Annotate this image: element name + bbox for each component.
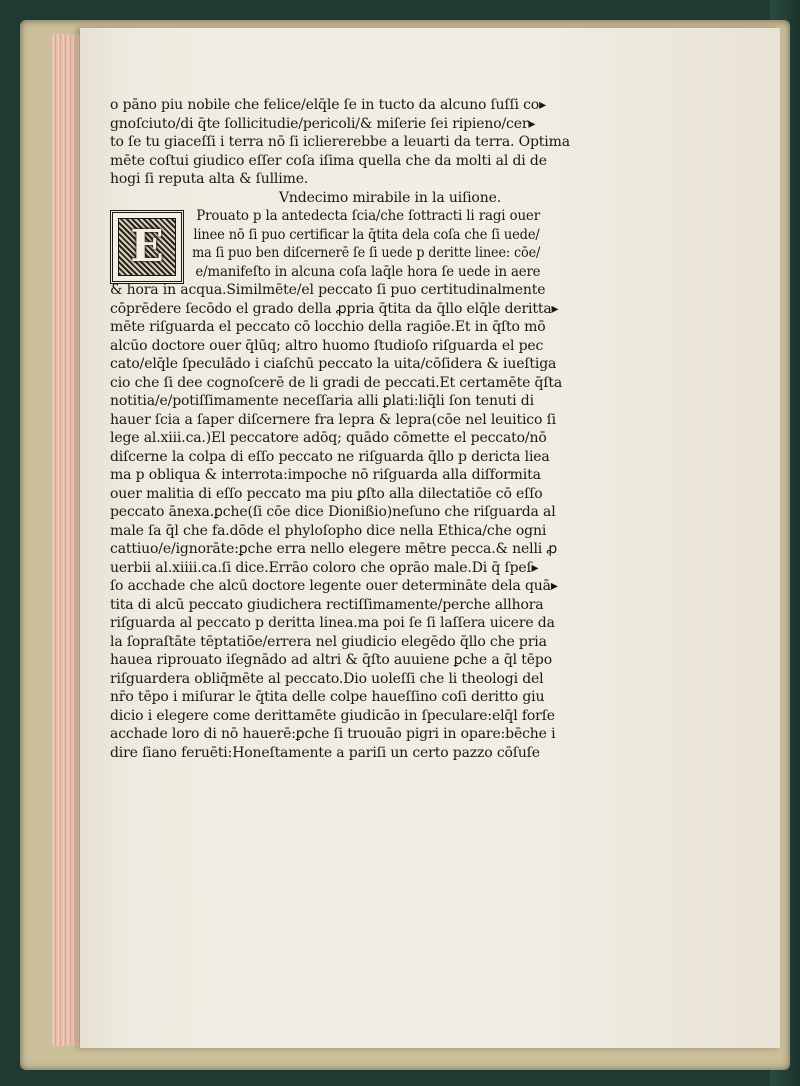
- text-line: hogi ſi reputa alta & ſullime.: [110, 171, 309, 187]
- text-line: acchade loro di nō hauerē:ꝑche ſi truouāo pigri in opare:bēche i: [110, 726, 556, 742]
- text-line: nr̄o tēpo i miſurar le q̄tita delle colpe haueſſino coſi deritto giu: [110, 689, 545, 705]
- text-line: hauer ſcia a ſaper diſcernere fra lepra & lepra(cōe nel leuitico ſi: [110, 411, 556, 428]
- text-line: ſo acchade che alcū doctore legente ouer determināte dela quā▸: [110, 578, 558, 594]
- paragraph-body: [110, 281, 630, 762]
- text-line: riſguardera obliq̄mēte al peccato.Dio uoleſſi che li theologi del: [110, 670, 544, 687]
- text-line: dicio i elegere come derittamēte giudicāo in ſpeculare:elq̄l forſe: [110, 707, 555, 724]
- text-line: o pāno piu nobile che felice/elq̄le ſe in tucto da alcuno ſuſſi co▸: [110, 97, 546, 113]
- text-line: alcūo doctore ouer q̄lūq; altro huomo ſtudioſo riſguarda el pec: [110, 337, 544, 354]
- text-line: lege al.xiii.ca.)El peccatore adōq; quādo cōmette el peccato/nō: [110, 430, 547, 446]
- section-heading: Vndecimo mirabile in la uiſione.: [278, 189, 502, 206]
- paragraph-top: [110, 96, 630, 189]
- text-line: mēte coſtui giudico eſſer coſa iſima quella che da molti al di de: [110, 152, 547, 169]
- text-line: linee nō ſi puo certificar la q̄tita dela coſa che ſi uede/: [193, 226, 540, 243]
- text-line: riſguarda al peccato p deritta linea.ma poi ſe ſi laſſera uicere da: [110, 615, 555, 631]
- initial-paragraph: [110, 207, 630, 281]
- text-line: Prouato p la antedecta ſcia/che ſottracti li ragi ouer: [196, 208, 540, 224]
- text-line: cato/elq̄le ſpeculādo i ciaſchū peccato la uita/cōſidera & iueſtiga: [110, 356, 557, 372]
- text-line: la ſopraſtāte tēptatiōe/errera nel giudicio elegēdo q̄llo che pria: [110, 633, 547, 650]
- text-line: notitia/e/potiſſimamente neceſſaria alli ꝑlati:liq̄li ſon tenuti di: [110, 393, 534, 409]
- text-line: hauea riprouato iſegnādo ad altri & q̄ſto auuiene ꝑche a q̄l tēpo: [110, 652, 552, 668]
- text-line: ma ſi puo ben diſcernerē ſe ſi uede p deritte linee: cōe/: [192, 245, 541, 261]
- text-line: cōprēdere ſecōdo el grado della ꝓpria q̄tita da q̄llo elq̄le deritta▸: [110, 300, 559, 317]
- text-line: diſcerne la colpa di eſſo peccato ne riſguarda q̄llo p dericta liea: [110, 448, 550, 465]
- page-edges: [52, 34, 82, 1046]
- text-line: dire ſiano feruēti:Honeſtamente a pariſi un certo pazzo cōſuſe: [110, 744, 540, 761]
- text-line: & hora in acqua.Similmēte/el peccato ſi puo certitudinalmente: [110, 282, 546, 298]
- text-line: e/manifeſto in alcuna coſa laq̄le hora ſe uede in aere: [195, 263, 541, 280]
- text-line: tita di alcū peccato giudichera rectiſſimamente/perche allhora: [110, 596, 544, 613]
- text-line: ouer malitia di eſſo peccato ma piu ꝑſto alla dilectatiōe cō eſſo: [110, 485, 543, 502]
- text-line: cattiuo/e/ignorāte:ꝑche erra nello elegere mētre pecca.& nelli ꝓ: [110, 541, 558, 557]
- text-line: to ſe tu giaceſſi i terra nō ſi icliererebbe a leuarti da terra. Optima: [110, 134, 570, 150]
- page-text: [110, 96, 630, 762]
- text-line: cio che ſi dee cognoſcerē de li gradi de peccati.Et certamēte q̄ſta: [110, 374, 563, 391]
- text-line: male ſa q̄l che fa.dōde el phyloſopho dice nella Ethica/che ogni: [110, 522, 547, 539]
- text-line: uerbii al.xiiii.ca.ſi dice.Errāo coloro che oprāo male.Di q̄ ſpeſ▸: [110, 559, 539, 576]
- text-line: peccato ānexa.ꝑche(ſi cōe dice Dionißio)neſuno che riſguarda al: [110, 504, 556, 520]
- initial-letter: E: [130, 220, 164, 272]
- text-line: mēte riſguarda el peccato cō locchio della ragiōe.Et in q̄ſto mō: [110, 319, 546, 335]
- text-line: gnoſciuto/di q̄te ſollicitudie/pericoli/& miſerie ſei ripieno/cer▸: [110, 115, 536, 132]
- text-line: ma p obliqua & interrota:impoche nō riſguarda alla diſformita: [110, 467, 541, 483]
